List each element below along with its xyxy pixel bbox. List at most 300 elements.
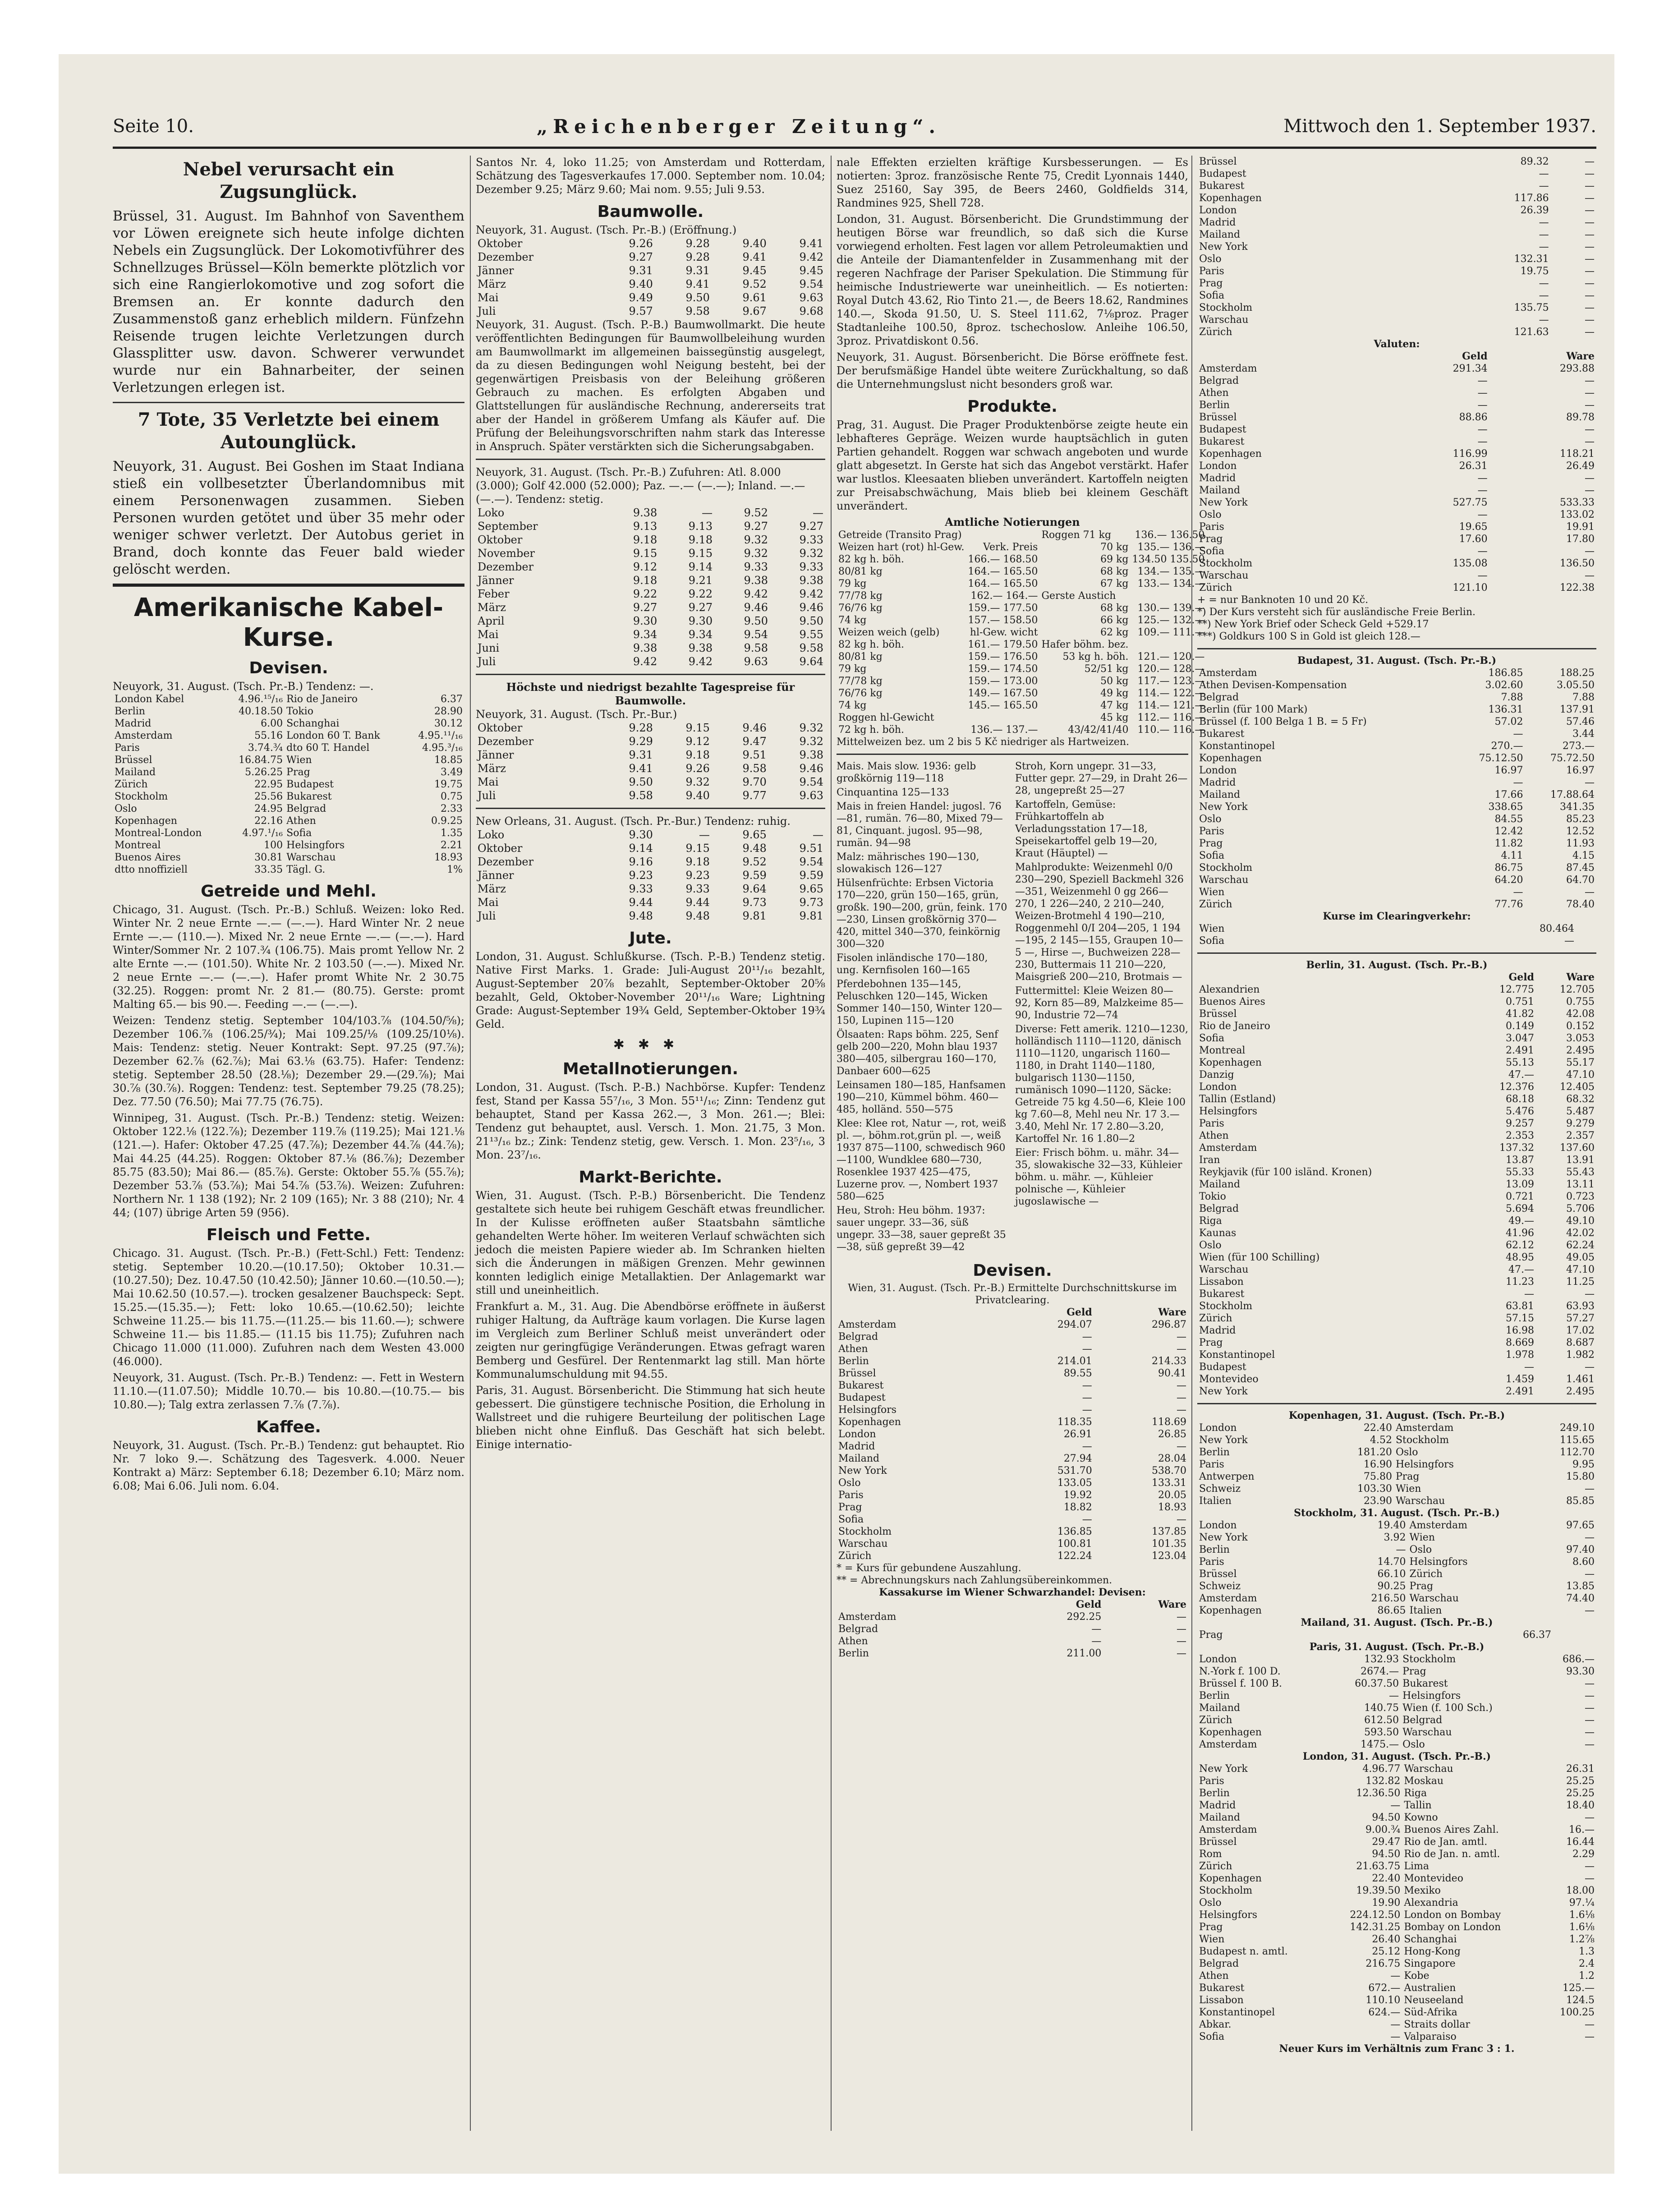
row-label: Weizen weich (gelb) xyxy=(838,627,940,638)
table-cell: 9.51 xyxy=(742,749,767,761)
table-cell: 9.40 xyxy=(742,237,767,250)
table-row xyxy=(1197,1483,1596,1495)
row-label: London xyxy=(1199,1654,1237,1665)
page-header xyxy=(113,108,1596,144)
row-label: Jänner xyxy=(478,574,514,587)
table-row xyxy=(1197,1665,1596,1678)
table-cell: 19.92 xyxy=(1063,1490,1092,1501)
table-header-row xyxy=(1197,350,1596,363)
row-label: London xyxy=(1199,765,1237,776)
table-cell xyxy=(1576,923,1596,935)
table-cell: 9.14 xyxy=(629,842,653,855)
table-cell: 9.54 xyxy=(799,278,823,290)
table-cell: 49.10 xyxy=(1566,1215,1595,1227)
table-cell: 216.75 xyxy=(1365,1958,1401,1969)
table-row xyxy=(113,766,464,778)
row-label: Prag xyxy=(1199,1337,1223,1348)
list-item: Fisolen inländische 170—180, ung. Kernfisolen 160—165 xyxy=(837,952,988,976)
table-row xyxy=(113,730,464,742)
table-cell: 42.02 xyxy=(1566,1228,1595,1239)
table-cell: 55.33 xyxy=(1506,1167,1534,1178)
table-row xyxy=(1197,2019,1596,2031)
row-label: Antwerpen xyxy=(1199,1471,1255,1482)
table-cell: 9.42 xyxy=(799,588,823,600)
row-label: Sofia xyxy=(1199,546,1225,557)
table-cell: 0.755 xyxy=(1566,996,1595,1007)
column-header xyxy=(837,1599,1001,1611)
table-cell: 624.— xyxy=(1368,2007,1401,2018)
table-row xyxy=(1197,1361,1596,1373)
table-row xyxy=(1197,1860,1596,1872)
row-label: 80/81 kg xyxy=(838,566,883,577)
row-label: Stockholm xyxy=(1199,862,1253,874)
table-row xyxy=(1197,1544,1596,1556)
column-header: Ware xyxy=(1158,1599,1186,1610)
row-label: Montreal xyxy=(1199,1045,1246,1056)
column-2 xyxy=(476,156,825,2140)
subsection-title: Markt-Berichte. xyxy=(579,1168,722,1186)
table-cell: — xyxy=(1539,217,1549,228)
row-label: Warschau xyxy=(1395,1495,1445,1507)
table-note: ** = Abrechnungskurs nach Zahlungsübereinkommen. xyxy=(837,1575,1112,1586)
row-label: Lissabon xyxy=(1199,1276,1244,1288)
table-cell: 29.47 xyxy=(1372,1836,1401,1848)
table-row xyxy=(1197,704,1596,716)
table-cell: 25.25 xyxy=(1566,1775,1595,1787)
row-label: Wien xyxy=(286,754,312,766)
table-cell: — xyxy=(1539,290,1549,301)
table-cell: 121.— 120.— xyxy=(1137,651,1205,662)
table-row xyxy=(1197,752,1596,764)
table-cell: 100.81 xyxy=(1057,1538,1092,1550)
row-label: Paris xyxy=(1199,266,1224,277)
table-row xyxy=(837,1526,1188,1538)
table-cell: 533.33 xyxy=(1560,497,1595,508)
divider xyxy=(1197,1403,1596,1404)
row-label: New York xyxy=(1199,497,1248,508)
table-cell: 68 kg xyxy=(1100,566,1129,577)
table-cell: 5.694 xyxy=(1506,1203,1534,1214)
table-row xyxy=(1197,1032,1596,1044)
table-cell: 9.31 xyxy=(685,264,710,277)
row-label: Mai xyxy=(478,776,499,788)
table-cell: — xyxy=(1177,1404,1186,1416)
table-row xyxy=(1197,801,1596,813)
table-row xyxy=(1197,1909,1596,1921)
table-row xyxy=(837,1392,1188,1404)
row-label: Oslo xyxy=(1199,1897,1222,1908)
table-cell: 2674.— xyxy=(1361,1666,1399,1677)
table-cell: 13.85 xyxy=(1566,1581,1595,1592)
table-row xyxy=(1197,1215,1596,1227)
row-label: Prag xyxy=(1199,1922,1223,1933)
table-row xyxy=(837,1550,1188,1562)
row-label: 76/76 kg xyxy=(838,602,883,614)
table-cell: 27.94 xyxy=(1063,1453,1092,1464)
row-label: Juli xyxy=(478,305,496,317)
table-cell: — xyxy=(1082,1392,1092,1403)
table-row xyxy=(1197,375,1596,387)
market-report: Neuyork, 31. August. (Tsch. Pr.-B.) Tendenz: —. Fett in Western 11.10.—(11.07.50); Middle 10.70.— bis 10.80.—(10.75.— bis 10.80.—); Talg extra zerlassen 7.⅞ (7.⅞). xyxy=(113,1371,464,1411)
row-label: Budapest xyxy=(286,779,334,790)
table-cell: 18.82 xyxy=(1063,1502,1092,1513)
table-cell: 64.20 xyxy=(1494,874,1523,886)
table-row xyxy=(837,1319,1188,1331)
table-cell: 527.75 xyxy=(1453,497,1488,508)
table-cell: 0.723 xyxy=(1566,1191,1595,1202)
column-header xyxy=(837,1306,1000,1319)
table-cell: — xyxy=(1477,436,1488,447)
table-cell: 9.63 xyxy=(744,655,768,668)
table-cell: — xyxy=(1585,777,1595,788)
table-cell: 164.— 165.50 xyxy=(968,578,1038,589)
row-label: Helsingfors xyxy=(1199,1909,1258,1921)
table-row xyxy=(1197,411,1596,423)
table-cell: 9.50 xyxy=(685,291,710,304)
table-cell: 87.45 xyxy=(1566,862,1595,874)
subsection-title: Amtliche Notierungen xyxy=(945,515,1080,529)
table-cell: 3.92 xyxy=(1384,1532,1406,1543)
table-cell: — xyxy=(1539,241,1549,253)
table-cell: 249.10 xyxy=(1560,1422,1595,1434)
table-row xyxy=(1197,509,1596,521)
table-row xyxy=(1197,874,1596,886)
table-row xyxy=(476,601,825,614)
table-cell: 13.87 xyxy=(1506,1154,1534,1166)
table-cell: 166.— 168.50 xyxy=(968,554,1038,565)
table-cell: 55.43 xyxy=(1566,1167,1595,1178)
table-row xyxy=(1197,1690,1596,1702)
table-row xyxy=(1197,1349,1596,1361)
table-cell: 9.13 xyxy=(688,520,713,533)
cotton-table xyxy=(476,828,825,923)
row-label: Roggen hl-Gewicht xyxy=(838,712,934,723)
table-cell: 17.88.64 xyxy=(1550,789,1595,800)
table-row xyxy=(1197,813,1596,825)
row-label: Sofia xyxy=(1199,2031,1225,2042)
table-row xyxy=(1197,192,1596,204)
row-label: Konstantinopel xyxy=(1199,740,1275,752)
table-row xyxy=(1197,1872,1596,1885)
table-caption: Neuyork, 31. August. (Tsch. Pr.-B.) (Eröffnung.) xyxy=(476,224,737,236)
table-cell: 9.32 xyxy=(799,547,823,560)
table-cell: — xyxy=(1585,2019,1595,2030)
table-cell: 16.— xyxy=(1569,1824,1595,1835)
row-label: Reykjavik (für 100 isländ. Kronen) xyxy=(1199,1167,1372,1178)
divider xyxy=(837,754,1188,755)
row-label: Budapest n. amtl. xyxy=(1199,1946,1288,1957)
row-label: 82 kg h. böh. xyxy=(838,554,905,565)
table-cell: 43/42/41/40 xyxy=(1068,724,1129,736)
table-row xyxy=(476,587,825,601)
table-cell: — xyxy=(1585,570,1595,581)
market-report: Paris, 31. August. Börsenbericht. Die Stimmung hat sich heute gebessert. Die günstigere technische Position, die Erholung in Wallstreet und die ruhigere Beurteilung der politischen Lage blieben nicht ohne Einfluß. Das Geschäft hat sich belebt. Einige internatio- xyxy=(476,1384,825,1451)
table-row xyxy=(1197,1385,1596,1398)
berlin-table xyxy=(1197,971,1596,1398)
table-row xyxy=(113,839,464,851)
table-cell: — xyxy=(1513,777,1523,788)
table-row xyxy=(1197,1812,1596,1824)
row-label: Budapest xyxy=(1199,168,1246,179)
row-label: London xyxy=(1199,205,1237,216)
table-row xyxy=(1197,1020,1596,1032)
table-caption: Budapest, 31. August. (Tsch. Pr.-B.) xyxy=(1297,655,1497,667)
table-cell: — xyxy=(1585,2031,1595,2042)
table-row xyxy=(1197,789,1596,801)
table-cell: 122.24 xyxy=(1057,1550,1092,1562)
table-cell: 18.93 xyxy=(1158,1502,1186,1513)
table-cell: — xyxy=(1585,290,1595,301)
row-label: Paris xyxy=(1199,826,1224,837)
row-label: Oslo xyxy=(1402,1739,1425,1750)
table-cell: 186.85 xyxy=(1488,667,1523,679)
row-label: Oslo xyxy=(1199,253,1222,265)
table-cell: 47 kg xyxy=(1100,700,1129,711)
row-label: Athen Devisen-Kompensation xyxy=(1199,680,1347,691)
table-cell: 64.70 xyxy=(1566,874,1595,886)
row-label: Stockholm xyxy=(1199,302,1253,313)
table-note: Mittelweizen bez. um 2 bis 5 Kč niedriger als Hartweizen. xyxy=(837,736,1130,748)
row-label: Oslo xyxy=(1199,509,1222,520)
table-cell: 57.27 xyxy=(1566,1313,1595,1324)
row-label: Prag xyxy=(1395,1471,1420,1482)
table-cell: — xyxy=(1585,205,1595,216)
table-cell: 121.63 xyxy=(1514,327,1549,338)
list-item: Futtermittel: Kleie Weizen 80—92, Korn 85—89, Malzkeime 85—90, Industrie 72—74 xyxy=(1015,985,1184,1021)
table-cell: 9.15 xyxy=(685,842,710,855)
divider xyxy=(1197,952,1596,954)
table-cell: 22.16 xyxy=(254,815,283,827)
table-row xyxy=(1197,1105,1596,1117)
row-label: Brüssel (f. 100 Belga 1 B. = 5 Fr) xyxy=(1199,716,1367,727)
table-row xyxy=(837,626,1206,639)
table-row xyxy=(1197,2006,1596,2019)
row-label: Brüssel xyxy=(115,754,152,766)
table-row xyxy=(1197,1568,1596,1580)
row-label: 76/76 kg xyxy=(838,688,883,699)
table-cell: 68.32 xyxy=(1566,1094,1595,1105)
row-label: Budapest xyxy=(1199,1361,1246,1373)
table-cell: 68 kg xyxy=(1100,602,1129,614)
table-cell: 9.32 xyxy=(744,533,768,546)
list-item: Eier: Frisch böhm. u. mähr. 34—35, slowakische 32—33, Kühleier böhm. u. mähr. —, Kühleier polnische —, Kühleier jugoslawische — xyxy=(1015,1147,1182,1207)
table-row xyxy=(1197,1921,1596,1933)
table-cell: 538.70 xyxy=(1152,1465,1186,1476)
table-cell: 4.15 xyxy=(1572,850,1595,861)
table-cell: 63.93 xyxy=(1566,1301,1595,1312)
row-label: Paris xyxy=(1199,1459,1224,1470)
table-cell: 75.80 xyxy=(1363,1471,1392,1482)
table-cell: 88.86 xyxy=(1459,412,1488,423)
row-label: Wien xyxy=(1199,923,1225,934)
row-label: Budapest xyxy=(838,1392,886,1403)
table-cell: 341.35 xyxy=(1560,801,1595,813)
table-row xyxy=(837,1611,1188,1623)
table-cell: — xyxy=(1585,1873,1595,1884)
row-label: Buenos Aires xyxy=(1199,996,1265,1007)
row-label: 72 kg h. böh. xyxy=(838,724,905,736)
table-cell: 47.10 xyxy=(1566,1264,1595,1275)
table-cell: 224.12.50 xyxy=(1350,1909,1401,1921)
table-cell: 117.— 123.— xyxy=(1137,676,1205,687)
table-cell: 9.50 xyxy=(744,615,768,627)
table-cell: 9.30 xyxy=(688,615,713,627)
table-cell: — xyxy=(1585,1739,1595,1750)
table-row xyxy=(837,529,1206,541)
table-cell: 12.36.50 xyxy=(1356,1788,1401,1799)
table-row xyxy=(837,553,1206,566)
row-label: Warschau xyxy=(1404,1763,1453,1775)
row-label: Berlin xyxy=(115,706,145,717)
table-cell: 1.982 xyxy=(1566,1349,1595,1361)
table-cell: 12.42 xyxy=(1494,826,1523,837)
table-cell: 97.40 xyxy=(1566,1544,1595,1555)
row-label: Rio de Jan. amtl. xyxy=(1404,1836,1488,1848)
column-header: Ware xyxy=(1566,350,1595,362)
table-row xyxy=(1197,1312,1596,1324)
table-cell: — xyxy=(813,828,823,841)
table-cell: 159.— 174.50 xyxy=(968,663,1038,675)
table-row xyxy=(1197,1787,1596,1799)
row-label: Sofia xyxy=(1199,850,1225,861)
row-label: Brüssel f. 100 B. xyxy=(1199,1678,1282,1689)
table-cell: 9.18 xyxy=(633,574,657,587)
table-cell: — xyxy=(1477,485,1488,496)
table-cell: — xyxy=(1082,1331,1092,1343)
row-label: Feber xyxy=(478,588,510,600)
table-cell: — xyxy=(1585,156,1595,167)
table-row xyxy=(837,1343,1188,1355)
row-label: Belgrad xyxy=(1199,1958,1239,1969)
table-cell: — xyxy=(1585,473,1595,484)
table-row xyxy=(1197,1994,1596,2006)
row-label: Brüssel xyxy=(1199,412,1237,423)
table-cell: — xyxy=(1585,1861,1595,1872)
table-caption: Wien, 31. August. (Tsch. Pr.-B.) Ermittelte Durchschnittskurse im Privatclearing. xyxy=(848,1283,1177,1306)
row-label: Zürich xyxy=(1409,1568,1443,1580)
row-label: Prag xyxy=(1199,1629,1223,1641)
table-cell: 17.80 xyxy=(1566,533,1595,545)
row-label: Prag xyxy=(1409,1581,1434,1592)
table-cell: 9.63 xyxy=(799,291,823,304)
divider xyxy=(113,402,464,403)
table-cell: 1.2 xyxy=(1579,1970,1595,1982)
table-row xyxy=(1197,1471,1596,1483)
row-label: Mailand xyxy=(1199,789,1241,800)
table-cell: 19.65 xyxy=(1459,521,1488,533)
table-cell xyxy=(1130,639,1206,651)
row-label: Mexiko xyxy=(1404,1885,1441,1896)
table-cell: 134.50 135.50 xyxy=(1132,554,1205,565)
table-cell: 124.5 xyxy=(1566,1995,1595,2006)
table-row xyxy=(1197,1203,1596,1215)
table-row xyxy=(1197,862,1596,874)
table-cell: — xyxy=(1477,546,1488,557)
table-row xyxy=(1197,253,1596,265)
table-cell: 9.15 xyxy=(688,547,713,560)
row-label: Zürich xyxy=(115,779,148,790)
row-label xyxy=(1553,1629,1575,1641)
table-row xyxy=(837,590,1206,602)
table-row xyxy=(1197,216,1596,229)
table-cell: 9.81 xyxy=(742,910,767,922)
table-cell: 159.— 176.50 xyxy=(968,651,1038,662)
table-row xyxy=(1197,460,1596,472)
table-row xyxy=(1197,1958,1596,1970)
table-cell: 77.76 xyxy=(1494,899,1523,910)
table-row xyxy=(1197,1300,1596,1312)
table-row xyxy=(1197,241,1596,253)
table-cell: 25.25 xyxy=(1566,1788,1595,1799)
table-cell: 9.31 xyxy=(629,264,653,277)
table-cell: 33.35 xyxy=(254,864,283,875)
table-row xyxy=(1197,1592,1596,1605)
table-cell: 9.33 xyxy=(799,561,823,573)
row-label: März xyxy=(478,601,506,614)
table-row xyxy=(476,574,825,587)
row-label: Stockholm xyxy=(1395,1435,1449,1446)
table-cell: 110.10 xyxy=(1365,1995,1401,2006)
table-row xyxy=(476,628,825,641)
table-cell: 9.54 xyxy=(799,776,823,788)
article-headline: 7 Tote, 35 Verletzte bei einem Autounglück. xyxy=(138,409,440,453)
table-cell: 66 kg xyxy=(1100,615,1129,626)
table-cell: 9.26 xyxy=(685,762,710,775)
table-cell: 9.30 xyxy=(633,615,657,627)
table-row xyxy=(1197,1836,1596,1848)
table-cell: 49.— xyxy=(1508,1215,1534,1227)
table-row xyxy=(1197,825,1596,837)
subsection-title: Baumwolle. xyxy=(597,202,704,221)
row-label: Brüssel xyxy=(838,1368,876,1379)
table-cell: 84.55 xyxy=(1494,814,1523,825)
table-cell: 12.775 xyxy=(1499,984,1534,995)
table-row xyxy=(1197,1130,1596,1142)
table-cell: 188.25 xyxy=(1560,667,1595,679)
row-label: Amsterdam xyxy=(1199,1142,1257,1154)
row-label: Wien (f. 100 Sch.) xyxy=(1402,1702,1493,1714)
row-label: Lima xyxy=(1404,1861,1429,1872)
row-label: Danzig xyxy=(1199,1069,1234,1081)
table-cell: 26.40 xyxy=(1372,1934,1401,1945)
row-label: Berlin xyxy=(1199,1788,1230,1799)
table-row xyxy=(476,842,825,855)
row-label: Juli xyxy=(478,789,496,802)
row-label: Riga xyxy=(1199,1215,1222,1227)
table-row xyxy=(1197,387,1596,399)
table-cell: 9.59 xyxy=(799,869,823,882)
table-row xyxy=(837,1355,1188,1367)
table-cell: 22.40 xyxy=(1363,1422,1392,1434)
table-caption: Berlin, 31. August. (Tsch. Pr.-B.) xyxy=(1306,959,1488,971)
row-label: Stockholm xyxy=(1199,1885,1253,1896)
table-cell: 9.57 xyxy=(629,305,653,317)
row-label: London xyxy=(1199,460,1237,472)
market-report: London, 31. August. (Tsch. P.-B.) Nachbörse. Kupfer: Tendenz fest, Stand per Kassa 55⁷/₁₆, 3 Mon. 55¹¹/₁₆; Zinn: Tendenz gut behauptet, Stand per Kassa 262.—, 3 Mon. 261.—; Blei: Tendenz gut behauptet, ausl. Versch. 1. Mon. 21.75, 3 Mon. 21¹³/₁₆ bz.; Zink: Tendenz stetig, gew. Versch. 1. Mon. 23⁵/₁₆, 3 Mon. 23⁷/₁₆. xyxy=(476,1081,825,1161)
table-row xyxy=(1197,1970,1596,1982)
table-caption: Paris, 31. August. (Tsch. Pr.-B.) xyxy=(1309,1641,1485,1653)
table-cell: 672.— xyxy=(1368,1982,1401,1994)
row-label: Tägl. G. xyxy=(286,864,326,875)
section-title: Amerikanische Kabel-Kurse. xyxy=(133,593,444,652)
table-cell: 18.00 xyxy=(1566,1885,1595,1896)
row-label: New York xyxy=(1199,1532,1248,1543)
table-cell: — xyxy=(1585,424,1595,435)
table-cell: 86.65 xyxy=(1377,1605,1406,1616)
row-label: Bukarest xyxy=(1199,180,1245,192)
table-row xyxy=(837,1647,1188,1660)
row-label: Zürich xyxy=(1199,1861,1232,1872)
